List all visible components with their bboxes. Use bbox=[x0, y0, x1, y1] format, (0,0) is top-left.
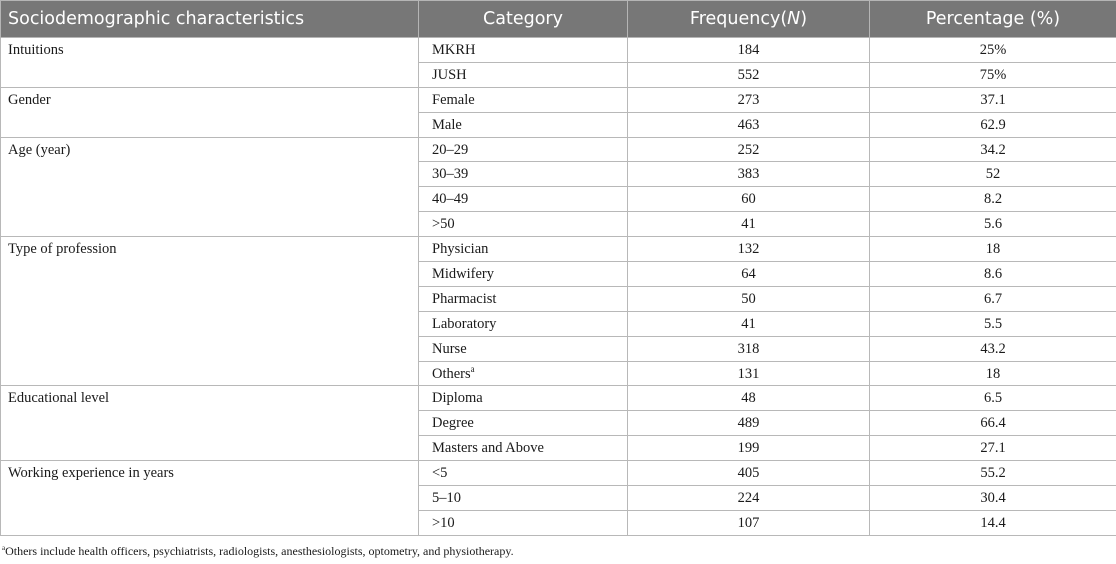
category-label: Masters and Above bbox=[432, 440, 544, 457]
percentage-cell: 6.5 bbox=[870, 386, 1116, 411]
category-label: >50 bbox=[432, 216, 455, 233]
category-cell bbox=[419, 38, 628, 63]
category-label: 5–10 bbox=[432, 490, 461, 507]
frequency-cell: 405 bbox=[628, 461, 870, 486]
percentage-cell: 5.6 bbox=[870, 212, 1116, 237]
frequency-cell: 252 bbox=[628, 137, 870, 162]
header-frequency-var: N bbox=[787, 9, 801, 29]
percentage-cell: 75% bbox=[870, 62, 1116, 87]
percentage-cell: 5.5 bbox=[870, 311, 1116, 336]
header-category: Category bbox=[419, 1, 628, 38]
frequency-cell: 318 bbox=[628, 336, 870, 361]
frequency-cell: 107 bbox=[628, 510, 870, 535]
category-label: <5 bbox=[432, 465, 448, 482]
percentage-cell: 52 bbox=[870, 162, 1116, 187]
frequency-cell: 132 bbox=[628, 237, 870, 262]
category-label: 20–29 bbox=[432, 141, 469, 158]
percentage-cell: 55.2 bbox=[870, 461, 1116, 486]
frequency-cell: 131 bbox=[628, 361, 870, 386]
category-cell bbox=[419, 87, 628, 112]
table-row bbox=[1, 87, 1116, 112]
frequency-cell: 60 bbox=[628, 187, 870, 212]
category-label: Pharmacist bbox=[432, 290, 497, 307]
category-cell bbox=[419, 187, 628, 212]
category-cell bbox=[419, 361, 628, 386]
category-cell bbox=[419, 212, 628, 237]
percentage-cell: 18 bbox=[870, 237, 1116, 262]
category-label: Midwifery bbox=[432, 266, 495, 283]
category-cell bbox=[419, 112, 628, 137]
characteristic-cell: Type of profession bbox=[1, 237, 419, 386]
characteristic-cell: Age (year) bbox=[1, 137, 419, 237]
frequency-cell: 224 bbox=[628, 486, 870, 511]
percentage-cell: 14.4 bbox=[870, 510, 1116, 535]
header-frequency-suffix: ) bbox=[800, 9, 808, 29]
header-row bbox=[1, 1, 1116, 38]
percentage-cell: 62.9 bbox=[870, 112, 1116, 137]
category-cell bbox=[419, 461, 628, 486]
percentage-cell: 25% bbox=[870, 38, 1116, 63]
percentage-cell: 43.2 bbox=[870, 336, 1116, 361]
category-cell bbox=[419, 486, 628, 511]
header-frequency-prefix: Frequency( bbox=[689, 9, 788, 29]
frequency-cell: 41 bbox=[628, 311, 870, 336]
percentage-cell: 30.4 bbox=[870, 486, 1116, 511]
category-label: Nurse bbox=[432, 340, 467, 357]
frequency-cell: 48 bbox=[628, 386, 870, 411]
frequency-cell: 50 bbox=[628, 286, 870, 311]
percentage-cell: 6.7 bbox=[870, 286, 1116, 311]
characteristic-cell: Educational level bbox=[1, 386, 419, 461]
frequency-cell: 64 bbox=[628, 262, 870, 287]
characteristic-cell: Working experience in years bbox=[1, 461, 419, 536]
category-cell bbox=[419, 386, 628, 411]
category-cell bbox=[419, 311, 628, 336]
category-label: 30–39 bbox=[432, 166, 469, 183]
percentage-cell: 18 bbox=[870, 361, 1116, 386]
footnote-text: Others include health officers, psychiatrists, radiologists, anesthesiologists, optometry, and physiotherapy. bbox=[5, 544, 514, 558]
percentage-cell: 27.1 bbox=[870, 436, 1116, 461]
category-cell bbox=[419, 510, 628, 535]
header-frequency bbox=[628, 1, 870, 38]
category-footnote-marker: a bbox=[470, 363, 475, 374]
category-label: Female bbox=[432, 91, 475, 108]
percentage-cell: 66.4 bbox=[870, 411, 1116, 436]
frequency-cell: 41 bbox=[628, 212, 870, 237]
characteristic-cell: Intuitions bbox=[1, 38, 419, 88]
category-label: Laboratory bbox=[432, 315, 497, 332]
characteristic-cell: Gender bbox=[1, 87, 419, 137]
category-cell bbox=[419, 237, 628, 262]
frequency-cell: 184 bbox=[628, 38, 870, 63]
category-cell bbox=[419, 411, 628, 436]
category-label: Degree bbox=[432, 415, 474, 432]
percentage-cell: 8.2 bbox=[870, 187, 1116, 212]
frequency-cell: 552 bbox=[628, 62, 870, 87]
frequency-cell: 383 bbox=[628, 162, 870, 187]
frequency-cell: 463 bbox=[628, 112, 870, 137]
header-characteristics: Sociodemographic characteristics bbox=[1, 1, 419, 38]
table-footnote bbox=[2, 544, 514, 559]
category-label: Physician bbox=[432, 241, 489, 258]
category-cell bbox=[419, 286, 628, 311]
table-row bbox=[1, 137, 1116, 162]
category-label: Diploma bbox=[432, 390, 483, 407]
category-cell bbox=[419, 162, 628, 187]
percentage-cell: 8.6 bbox=[870, 262, 1116, 287]
category-label: JUSH bbox=[432, 66, 467, 83]
category-label: >10 bbox=[432, 514, 455, 531]
category-label: 40–49 bbox=[432, 191, 469, 208]
percentage-cell: 37.1 bbox=[870, 87, 1116, 112]
table-row bbox=[1, 461, 1116, 486]
category-label: Male bbox=[432, 116, 462, 133]
category-cell bbox=[419, 262, 628, 287]
category-cell bbox=[419, 62, 628, 87]
frequency-cell: 489 bbox=[628, 411, 870, 436]
frequency-cell: 273 bbox=[628, 87, 870, 112]
category-label: Others bbox=[432, 365, 471, 382]
frequency-cell: 199 bbox=[628, 436, 870, 461]
table-row bbox=[1, 386, 1116, 411]
table-row bbox=[1, 38, 1116, 63]
table-row bbox=[1, 237, 1116, 262]
footnote-marker: a bbox=[2, 544, 6, 552]
category-cell bbox=[419, 336, 628, 361]
header-percentage: Percentage (%) bbox=[870, 1, 1116, 38]
category-cell bbox=[419, 436, 628, 461]
category-label: MKRH bbox=[432, 42, 476, 58]
category-cell bbox=[419, 137, 628, 162]
percentage-cell: 34.2 bbox=[870, 137, 1116, 162]
